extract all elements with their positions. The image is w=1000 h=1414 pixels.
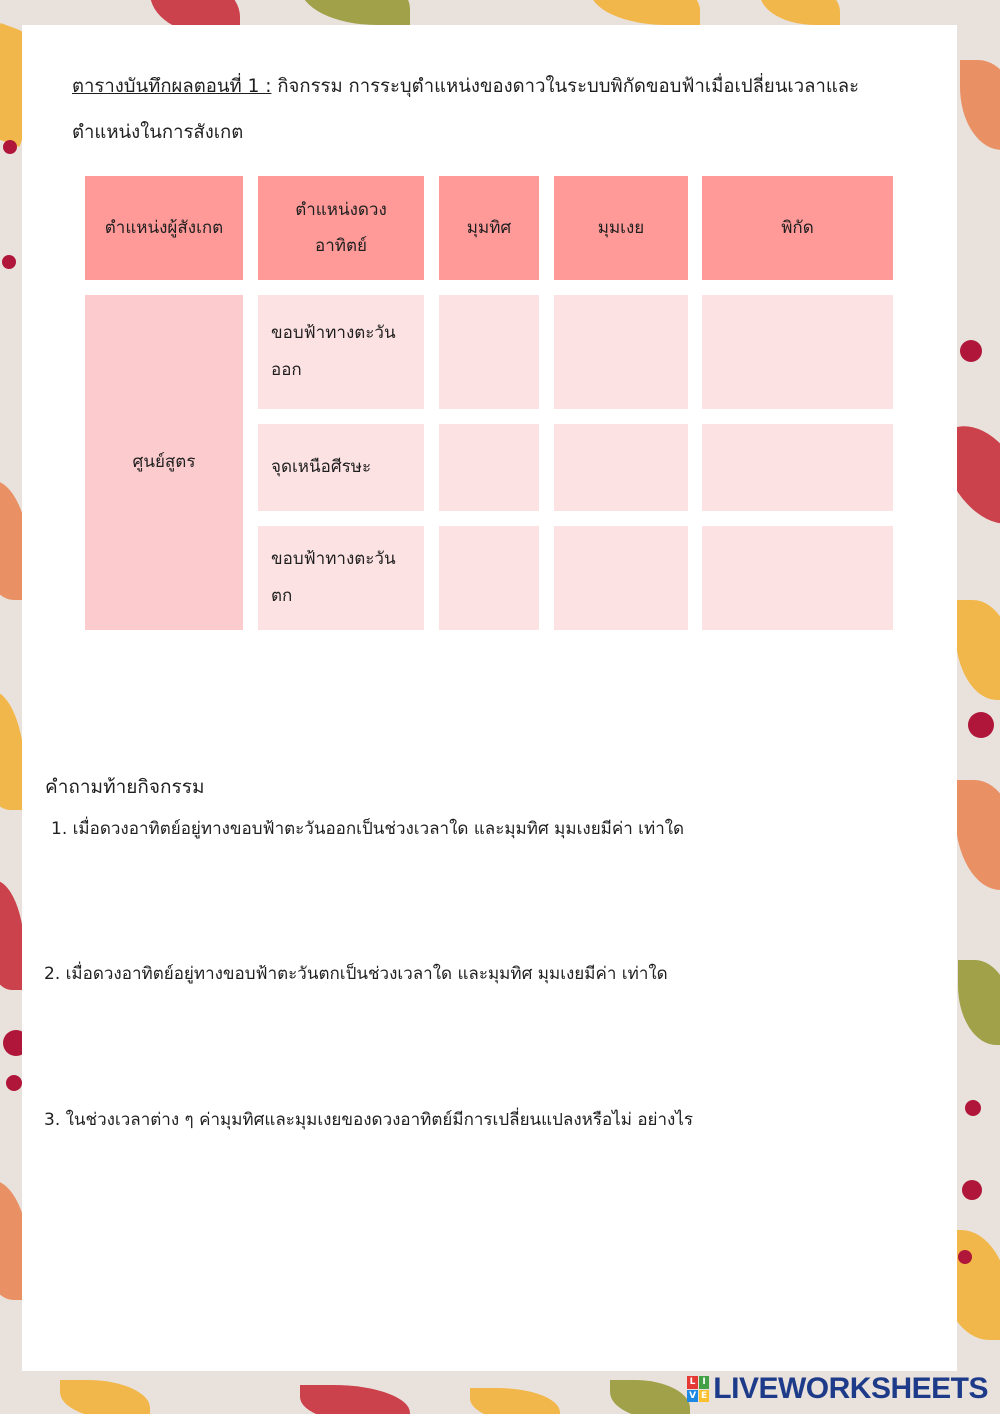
azimuth-input-west[interactable] bbox=[439, 526, 539, 630]
leaf-icon bbox=[955, 600, 1000, 700]
leaf-icon bbox=[60, 1380, 150, 1414]
leaf-icon bbox=[960, 60, 1000, 150]
row-1-line-1: ขอบฟ้าทางตะวัน bbox=[271, 323, 396, 343]
liveworksheets-brand[interactable] bbox=[687, 1372, 988, 1406]
altitude-input-zenith[interactable] bbox=[554, 424, 688, 511]
header-sun-position bbox=[258, 176, 424, 280]
logo-letter: I bbox=[699, 1376, 710, 1389]
header-altitude: มุมเงย bbox=[554, 176, 688, 280]
row-3-line-2: ตก bbox=[271, 586, 293, 606]
leaf-icon bbox=[590, 0, 700, 25]
berry-icon bbox=[968, 712, 994, 738]
altitude-input-west[interactable] bbox=[554, 526, 688, 630]
sun-position-west bbox=[258, 526, 424, 630]
leaf-icon bbox=[610, 1380, 690, 1414]
heading-line-1 bbox=[72, 73, 859, 101]
leaf-icon bbox=[300, 1385, 410, 1414]
azimuth-input-zenith[interactable] bbox=[439, 424, 539, 511]
observer-cell: ศูนย์สูตร bbox=[85, 295, 243, 630]
leaf-icon bbox=[955, 780, 1000, 890]
header-observer: ตำแหน่งผู้สังเกต bbox=[85, 176, 243, 280]
header-sun-line-1: ตำแหน่งดวง bbox=[295, 200, 387, 220]
coordinates-input-west[interactable] bbox=[702, 526, 893, 630]
questions-title: คำถามท้ายกิจกรรม bbox=[45, 776, 205, 798]
leaf-icon bbox=[760, 0, 840, 25]
question-1: 1. เมื่อดวงอาทิตย์อยู่ทางขอบฟ้าตะวันออกเป็นช่วงเวลาใด และมุมทิศ มุมเงยมีค่า เท่าใด bbox=[51, 819, 685, 839]
header-sun-line-2: อาทิตย์ bbox=[315, 236, 367, 256]
heading-label: ตารางบันทึกผลตอนที่ 1 : bbox=[72, 76, 272, 97]
question-2: 2. เมื่อดวงอาทิตย์อยู่ทางขอบฟ้าตะวันตกเป็นช่วงเวลาใด และมุมทิศ มุมเงยมีค่า เท่าใด bbox=[44, 964, 668, 984]
leaf-icon bbox=[300, 0, 410, 25]
berry-icon bbox=[960, 340, 982, 362]
berry-icon bbox=[962, 1180, 982, 1200]
altitude-input-east[interactable] bbox=[554, 295, 688, 409]
berry-icon bbox=[958, 1250, 972, 1264]
heading-line-2: ตำแหน่งในการสังเกต bbox=[72, 122, 244, 143]
berry-icon bbox=[6, 1075, 22, 1091]
logo-letter: E bbox=[699, 1390, 710, 1403]
leaf-icon bbox=[470, 1388, 560, 1414]
liveworksheets-logo-icon bbox=[687, 1376, 709, 1402]
azimuth-input-east[interactable] bbox=[439, 295, 539, 409]
coordinates-input-zenith[interactable] bbox=[702, 424, 893, 511]
worksheet-page bbox=[22, 25, 957, 1371]
coordinates-input-east[interactable] bbox=[702, 295, 893, 409]
logo-letter: V bbox=[689, 1390, 697, 1401]
row-1-line-2: ออก bbox=[271, 360, 302, 380]
header-coordinates: พิกัด bbox=[702, 176, 893, 280]
berry-icon bbox=[3, 140, 17, 154]
leaf-icon bbox=[958, 960, 1000, 1045]
heading-activity: กิจกรรม การระบุตำแหน่งของดาวในระบบพิกัดขอบฟ้าเมื่อเปลี่ยนเวลาและ bbox=[277, 76, 860, 97]
sun-position-zenith: จุดเหนือศีรษะ bbox=[258, 424, 424, 511]
berry-icon bbox=[2, 255, 16, 269]
berry-icon bbox=[965, 1100, 981, 1116]
question-3: 3. ในช่วงเวลาต่าง ๆ ค่ามุมทิศและมุมเงยของดวงอาทิตย์มีการเปลี่ยนแปลงหรือไม่ อย่างไร bbox=[44, 1110, 694, 1130]
brand-name: LIVEWORKSHEETS bbox=[713, 1372, 988, 1405]
header-azimuth: มุมทิศ bbox=[439, 176, 539, 280]
logo-letter: L bbox=[687, 1376, 698, 1389]
row-3-line-1: ขอบฟ้าทางตะวัน bbox=[271, 549, 396, 569]
sun-position-east bbox=[258, 295, 424, 409]
